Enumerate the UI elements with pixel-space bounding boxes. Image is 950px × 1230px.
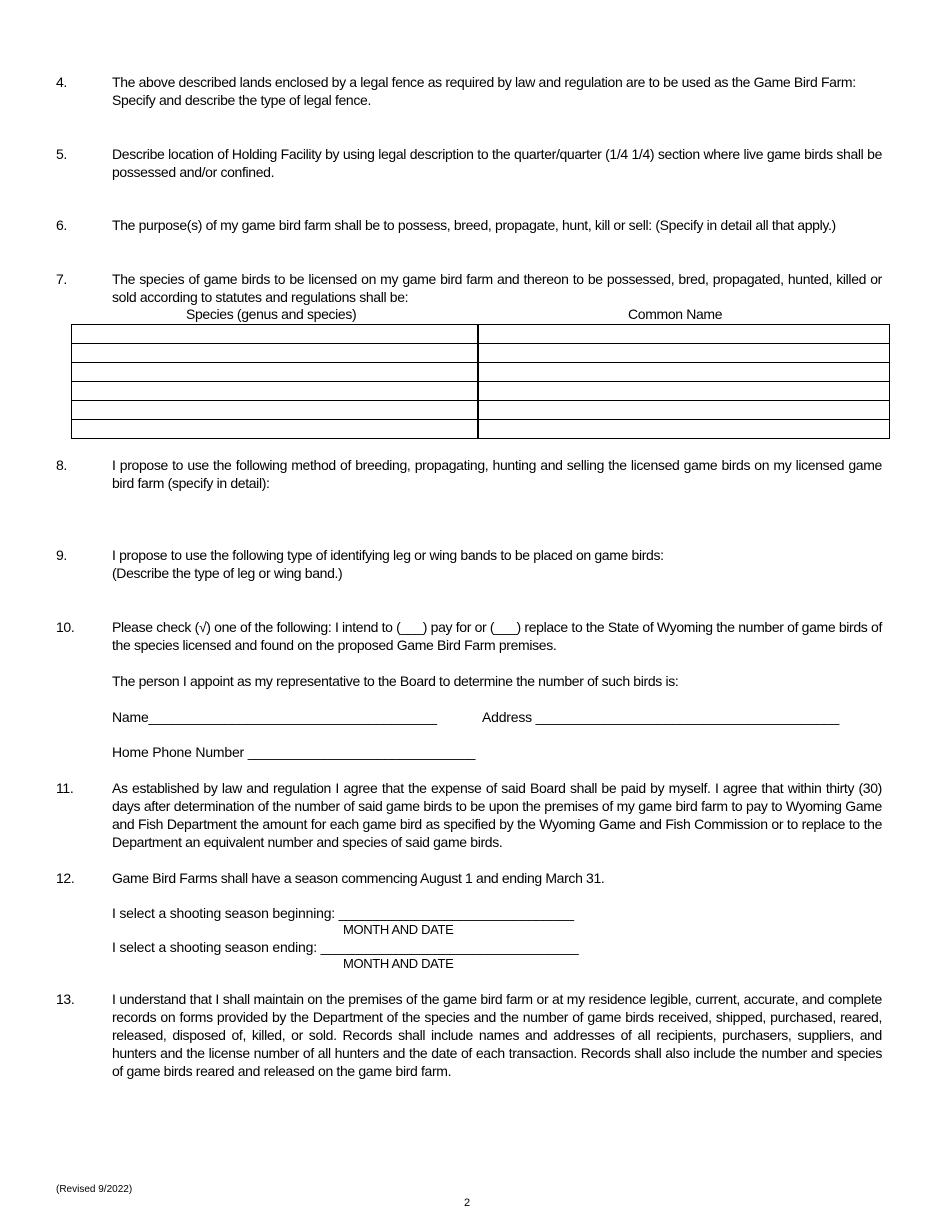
- common-name-cell[interactable]: [478, 420, 890, 439]
- season-begin-field[interactable]: I select a shooting season beginning: _______________________________: [112, 905, 574, 921]
- common-name-cell[interactable]: [478, 344, 890, 363]
- species-cell[interactable]: [72, 382, 479, 401]
- question-text: Describe location of Holding Facility by using legal description to the quarter/quarter (1/4 1/4) section where live game birds shall be possessed and/or confined.: [112, 146, 882, 180]
- question-number: 11.: [56, 780, 74, 796]
- question-number: 13.: [56, 991, 75, 1007]
- question-number: 6.: [56, 217, 67, 233]
- table-row: [72, 325, 890, 344]
- species-column-header: Species (genus and species): [186, 306, 357, 322]
- common-name-column-header: Common Name: [628, 306, 723, 322]
- revision-note: (Revised 9/2022): [56, 1184, 133, 1195]
- question-text: The purpose(s) of my game bird farm shall be to possess, breed, propagate, hunt, kill or sell: (Specify in detail all that apply.): [112, 217, 836, 233]
- common-name-cell[interactable]: [478, 363, 890, 382]
- home-phone-field[interactable]: Home Phone Number ______________________________: [112, 744, 476, 760]
- question-text-line: The above described lands enclosed by a legal fence as required by law and regulation are to be used as the Game Bird Farm:: [112, 74, 856, 90]
- common-name-cell[interactable]: [478, 401, 890, 420]
- question-text: I understand that I shall maintain on the premises of the game bird farm or at my residence legible, current, accurate, and complete records on forms provided by the Department of the species and the number of game birds received, shipped, purchased, reared, released, disposed of, killed, or sold. Records shall include names and addresses of all recipients, purchasers, suppliers, and hunters and the license number of all hunters and the date of each transaction. Records shall also include the number and species of game birds reared and released on the game bird farm.: [112, 991, 882, 1079]
- season-end-caption: MONTH AND DATE: [343, 956, 454, 971]
- season-end-field[interactable]: I select a shooting season ending: __________________________________: [112, 939, 579, 955]
- question-text-line: I propose to use the following type of identifying leg or wing bands to be placed on game birds:: [112, 547, 664, 563]
- season-begin-caption: MONTH AND DATE: [343, 922, 454, 937]
- question-number: 9.: [56, 547, 67, 563]
- question-text-line: (Describe the type of leg or wing band.): [112, 565, 343, 581]
- species-cell[interactable]: [72, 325, 479, 344]
- question-number: 5.: [56, 146, 67, 162]
- species-cell[interactable]: [72, 363, 479, 382]
- species-cell[interactable]: [72, 344, 479, 363]
- question-text: Game Bird Farms shall have a season commencing August 1 and ending March 31.: [112, 870, 605, 886]
- common-name-cell[interactable]: [478, 382, 890, 401]
- common-name-cell[interactable]: [478, 325, 890, 344]
- species-table: [71, 324, 890, 439]
- representative-name-field[interactable]: Name______________________________________: [112, 709, 437, 725]
- species-cell[interactable]: [72, 420, 479, 439]
- table-row: [72, 382, 890, 401]
- species-cell[interactable]: [72, 401, 479, 420]
- question-number: 8.: [56, 457, 67, 473]
- table-row: [72, 344, 890, 363]
- question-number: 10.: [56, 619, 75, 635]
- question-number: 7.: [56, 271, 67, 287]
- question-text-line: Specify and describe the type of legal fence.: [112, 92, 371, 108]
- table-row: [72, 363, 890, 382]
- question-text: Please check (√) one of the following: I intend to (___) pay for or (___) replace to the State of Wyoming the number of game birds of the species licensed and found on the proposed Game Bird Farm premises.: [112, 619, 882, 653]
- question-number: 4.: [56, 74, 67, 90]
- representative-text: The person I appoint as my representative to the Board to determine the number of such birds is:: [112, 673, 679, 689]
- table-row: [72, 420, 890, 439]
- representative-address-field[interactable]: Address ________________________________________: [482, 709, 840, 725]
- page-number: 2: [464, 1197, 471, 1209]
- table-row: [72, 401, 890, 420]
- question-text: I propose to use the following method of breeding, propagating, hunting and selling the licensed game birds on my licensed game bird farm (specify in detail):: [112, 457, 882, 491]
- question-number: 12.: [56, 870, 75, 886]
- question-text: As established by law and regulation I agree that the expense of said Board shall be paid by myself. I agree that within thirty (30) days after determination of the number of said game birds to be upon the premises of my game bird farm to pay to Wyoming Game and Fish Department the amount for each game bird as specified by the Wyoming Game and Fish Commission or to replace to the Department an equivalent number and species of said game birds.: [112, 780, 882, 850]
- question-text: The species of game birds to be licensed on my game bird farm and thereon to be possessed, bred, propagated, hunted, killed or sold according to statutes and regulations shall be:: [112, 271, 882, 305]
